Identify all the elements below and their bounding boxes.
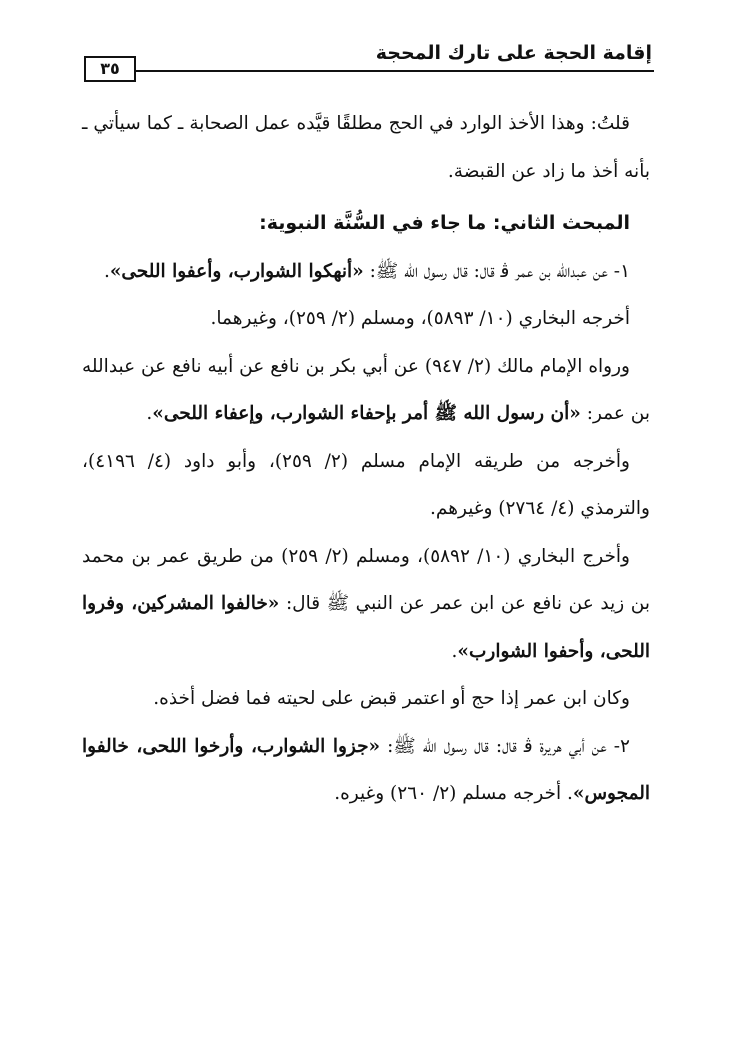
paragraph-note: قلتُ: وهذا الأخذ الوارد في الحج مطلقًا قيَّده عمل الصحابة ـ كما سيأتي ـ بأنه أخذ ما زاد عن القبضة. xyxy=(82,113,650,182)
hadith-2-quote: «جزوا الشوارب، وأرخوا اللحى، خالفوا المجوس» xyxy=(82,735,650,804)
page-header xyxy=(82,40,654,80)
malik-narration: ورواه الإمام مالك (٢/ ٩٤٧) عن أبي بكر بن نافع عن أبيه نافع عن عبدالله بن عمر: «أن رسول الله ﷺ أمر بإحفاء الشوارب، وإعفاء اللحى». xyxy=(82,355,650,424)
hadith-2: ٢- عن أبي هريرة ﭬ قال: قال رسول الله ﷺ: «جزوا الشوارب، وأرخوا اللحى، خالفوا المجوس». أخرجه مسلم (٢/ ٢٦٠) وغيره. xyxy=(82,735,650,804)
header-rule xyxy=(134,70,654,72)
takhrij-2: وأخرجه من طريقه الإمام مسلم (٢/ ٢٥٩)، وأبو داود (٤/ ٤١٩٦)، والترمذي (٤/ ٢٧٦٤) وغيرهم. xyxy=(82,450,650,519)
page-body xyxy=(82,100,650,818)
hadith-1: ١- عن عبدالله بن عمر ﭬ قال: قال رسول الله ﷺ: «أنهكوا الشوارب، وأعفوا اللحى». xyxy=(103,260,630,282)
page-number: ٣٥ xyxy=(84,56,136,82)
bukhari-quote: «خالفوا المشركين، وفروا اللحى، وأحفوا الشوارب» xyxy=(82,593,650,662)
takhrij-1: أخرجه البخاري (١٠/ ٥٨٩٣)، ومسلم (٢/ ٢٥٩)، وغيرهما. xyxy=(210,308,630,329)
bukhari-narration: وأخرج البخاري (١٠/ ٥٨٩٢)، ومسلم (٢/ ٢٥٩) من طريق عمر بن محمد بن زيد عن نافع عن ابن عمر عن النبي ﷺ قال: «خالفوا المشركين، وفروا اللحى، وأحفوا الشوارب». xyxy=(82,545,650,662)
malik-quote: «أن رسول الله ﷺ أمر بإحفاء الشوارب، وإعفاء اللحى» xyxy=(152,403,581,424)
hadith-1-quote: «أنهكوا الشوارب، وأعفوا اللحى» xyxy=(109,260,364,282)
ibn-umar-practice: وكان ابن عمر إذا حج أو اعتمر قبض على لحيته فما فضل أخذه. xyxy=(153,688,630,709)
running-title: إقامة الحجة على تارك المحجة xyxy=(375,42,652,64)
section-heading: المبحث الثاني: ما جاء في السُّنَّة النبوية: xyxy=(259,212,630,234)
